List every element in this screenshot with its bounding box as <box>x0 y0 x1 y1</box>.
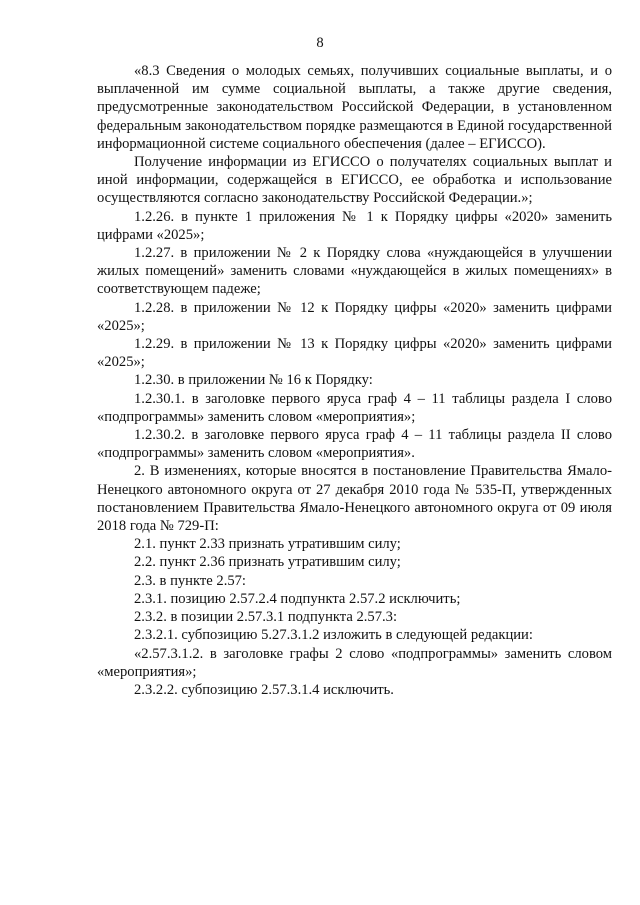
paragraph-2-57-3-1-2: «2.57.3.1.2. в заголовке графы 2 слово «подпрограммы» заменить словом «мероприятия»; <box>97 645 612 680</box>
paragraph-1-2-27: 1.2.27. в приложении № 2 к Порядку слова «нуждающейся в улучшении жилых помещений» заменить словами «нуждающейся в жилых помещениях» в соответствующем падеже; <box>97 245 612 298</box>
paragraph-2-1: 2.1. пункт 2.33 признать утратившим силу; <box>134 536 401 553</box>
paragraph-1-2-30-2: 1.2.30.2. в заголовке первого яруса граф 4 – 11 таблицы раздела II слово «подпрограммы» заменить словом «мероприятия». <box>97 427 612 462</box>
paragraph-1-2-30-1: 1.2.30.1. в заголовке первого яруса граф 4 – 11 таблицы раздела I слово «подпрограммы» заменить словом «мероприятия»; <box>97 390 612 425</box>
paragraph-2-3-2-1: 2.3.2.1. субпозицию 5.27.3.1.2 изложить в следующей редакции: <box>134 627 533 644</box>
paragraph-2-3-2-2: 2.3.2.2. субпозицию 2.57.3.1.4 исключить. <box>134 681 394 698</box>
document-body <box>97 62 612 699</box>
paragraph-2-3-1: 2.3.1. позицию 2.57.2.4 подпункта 2.57.2 исключить; <box>134 590 461 607</box>
paragraph-1-2-26: 1.2.26. в пункте 1 приложения № 1 к Порядку цифры «2020» заменить цифрами «2025»; <box>97 208 612 243</box>
paragraph-1-2-28: 1.2.28. в приложении № 12 к Порядку цифры «2020» заменить цифрами «2025»; <box>97 299 612 334</box>
paragraph-2-3: 2.3. в пункте 2.57: <box>134 572 246 589</box>
paragraph-1-2-29: 1.2.29. в приложении № 13 к Порядку цифры «2020» заменить цифрами «2025»; <box>97 336 612 371</box>
page-number: 8 <box>316 35 324 51</box>
paragraph-2-2: 2.2. пункт 2.36 признать утратившим силу; <box>134 554 401 571</box>
paragraph-1-2-30: 1.2.30. в приложении № 16 к Порядку: <box>134 372 373 389</box>
paragraph-8-3-info: «8.3 Сведения о молодых семьях, получивших социальные выплаты, и о выплаченной им сумме социальной выплаты, а также другие сведения, предусмотренные законодательством Российской Федерации, в установленном федеральным законодательством порядке размещаются в Единой государственной информационной системе социального обеспечения (далее – ЕГИССО). <box>97 63 612 152</box>
paragraph-2-3-2: 2.3.2. в позиции 2.57.3.1 подпункта 2.57.3: <box>134 609 398 626</box>
paragraph-egisso-info: Получение информации из ЕГИССО о получателях социальных выплат и иной информации, содержащейся в ЕГИССО, ее обработка и использование осуществляются согласно законодательству Российской Федерации.»; <box>97 154 612 207</box>
paragraph-2-amendments: 2. В изменениях, которые вносятся в постановление Правительства Ямало-Ненецкого автономного округа от 27 декабря 2010 года № 535-П, утвержденных постановлением Правительства Ямало-Ненецкого автономного округа от 09 июля 2018 года № 729-П: <box>97 463 612 535</box>
